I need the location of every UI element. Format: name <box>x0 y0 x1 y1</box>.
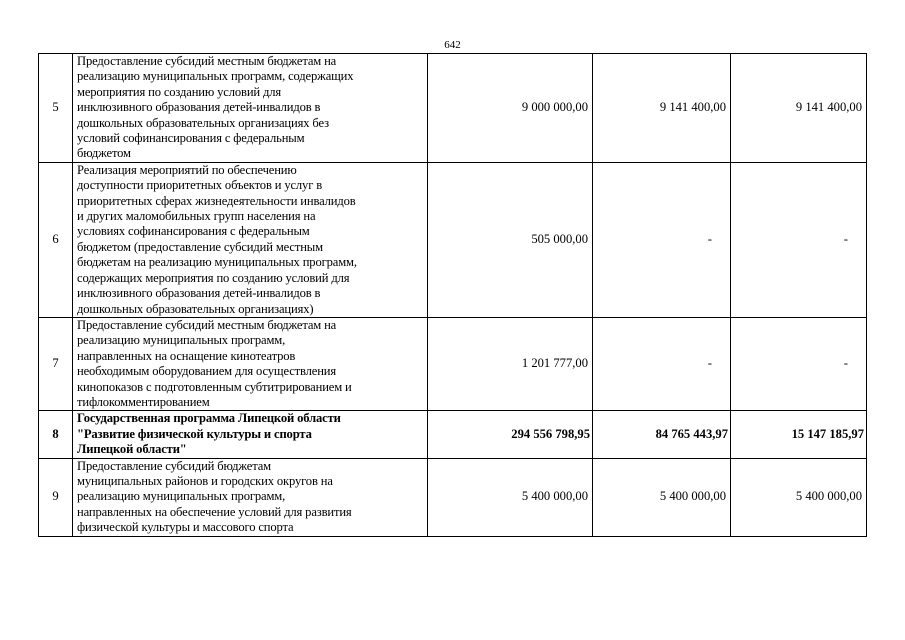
description-line: мероприятия по созданию условий для <box>77 84 282 99</box>
description-line: доступности приоритетных объектов и услуг в <box>77 178 323 193</box>
table-row-program <box>39 411 867 458</box>
amount-year-3: 15 147 185,97 <box>731 411 867 458</box>
description-line: приоритетных сферах жизнедеятельности инвалидов <box>77 193 356 208</box>
table-row <box>39 317 867 410</box>
description-line: Государственная программа Липецкой области <box>77 411 341 426</box>
description-line: муниципальных районов и городских округов на <box>77 473 333 488</box>
description-line: Предоставление субсидий бюджетам <box>77 458 271 473</box>
description-line: "Развитие физической культуры и спорта <box>77 426 312 441</box>
page-number: 642 <box>444 39 461 51</box>
description-line: реализацию муниципальных программ, <box>77 489 286 504</box>
amount-year-3: - <box>731 317 867 410</box>
table-row <box>39 458 867 536</box>
description-line: Предоставление субсидий местным бюджетам на <box>77 54 337 68</box>
description-line: и других маломобильных групп населения на <box>77 209 316 224</box>
description-line: бюджетом (предоставление субсидий местным <box>77 239 323 254</box>
row-description <box>73 317 428 410</box>
description-line: физической культуры и массового спорта <box>77 520 294 535</box>
row-description <box>73 162 428 317</box>
amount-year-1: 505 000,00 <box>428 162 593 317</box>
row-description <box>73 54 428 163</box>
row-number: 9 <box>39 458 73 536</box>
amount-year-3: - <box>731 162 867 317</box>
description-line: дошкольных образовательных организациях) <box>77 301 314 316</box>
amount-year-2: 9 141 400,00 <box>593 54 731 163</box>
amount-year-3: 9 141 400,00 <box>731 54 867 163</box>
description-line: Реализация мероприятий по обеспечению <box>77 162 297 177</box>
amount-year-2: - <box>593 162 731 317</box>
row-number: 8 <box>39 411 73 458</box>
description-line: инклюзивного образования детей-инвалидов в <box>77 286 321 301</box>
description-line: Липецкой области" <box>77 442 187 457</box>
amount-year-1: 9 000 000,00 <box>428 54 593 163</box>
description-line: Предоставление субсидий местным бюджетам на <box>77 317 337 332</box>
description-line: инклюзивного образования детей-инвалидов в <box>77 100 321 115</box>
amount-year-1: 294 556 798,95 <box>428 411 593 458</box>
row-description <box>73 411 428 458</box>
amount-year-2: 5 400 000,00 <box>593 458 731 536</box>
description-line: бюджетам на реализацию муниципальных программ, <box>77 255 357 270</box>
row-description <box>73 458 428 536</box>
row-number: 6 <box>39 162 73 317</box>
row-number: 7 <box>39 317 73 410</box>
description-line: содержащих мероприятия по созданию условий для <box>77 270 350 285</box>
description-line: кинопоказов с подготовленным субтитрированием и <box>77 379 352 394</box>
description-line: условий софинансирования с федеральным <box>77 131 305 146</box>
budget-table <box>38 53 867 537</box>
description-line: дошкольных образовательных организациях без <box>77 115 329 130</box>
description-line: реализацию муниципальных программ, содержащих <box>77 69 354 84</box>
description-line: направленных на обеспечение условий для развития <box>77 504 352 519</box>
table-row <box>39 162 867 317</box>
description-line: бюджетом <box>77 146 131 161</box>
amount-year-2: 84 765 443,97 <box>593 411 731 458</box>
description-line: тифлокомментированием <box>77 394 210 409</box>
table-row <box>39 54 867 163</box>
description-line: условиях софинансирования с федеральным <box>77 224 310 239</box>
description-line: необходимым оборудованием для осуществления <box>77 364 337 379</box>
description-line: направленных на оснащение кинотеатров <box>77 348 296 363</box>
amount-year-2: - <box>593 317 731 410</box>
row-number: 5 <box>39 54 73 163</box>
description-line: реализацию муниципальных программ, <box>77 333 286 348</box>
amount-year-1: 1 201 777,00 <box>428 317 593 410</box>
amount-year-3: 5 400 000,00 <box>731 458 867 536</box>
amount-year-1: 5 400 000,00 <box>428 458 593 536</box>
